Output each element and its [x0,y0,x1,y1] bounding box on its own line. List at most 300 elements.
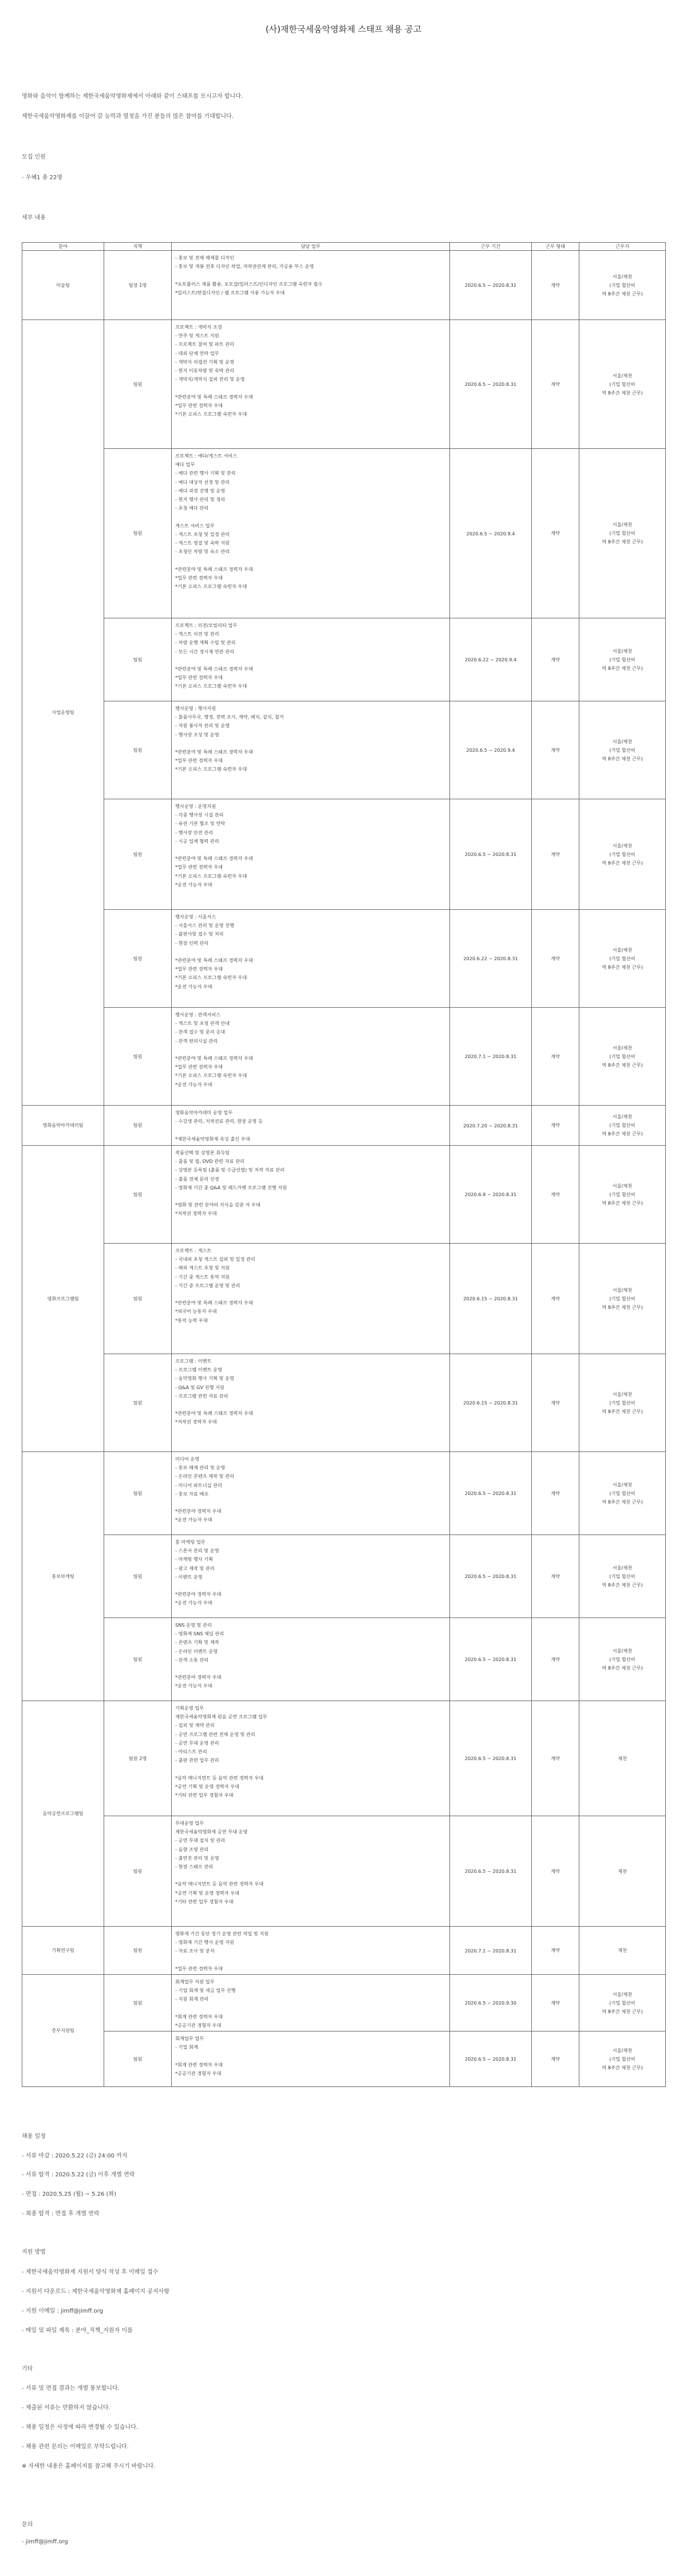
period-cell: 2020.6.5 ~ 2020.9.30 [450,1975,532,2031]
duty-line: - 개막식/개막식 섭외 관리 및 운영 [175,376,245,382]
duty-line: 행사운영 : 행사지원 [175,705,216,711]
location-line: 서울/제천 [612,1991,633,1997]
duty-line: - 각종 행사장 시설 관리 [175,812,224,818]
duty-line: 작품선택 및 상영본 취득팀 [175,1150,230,1155]
location-cell [579,701,666,799]
duty-line: - 홍보 및 전체 매체물 디자인 [175,255,234,261]
duty-line: *기타 관련 업무 경험자 우대 [175,1792,234,1798]
period-cell: 2020.6.5 ~ 2020.8.31 [450,1701,532,1816]
location-line: (기밀 합산비 [609,282,635,288]
type-cell: 계약 [532,1244,579,1354]
recruit-label: 모집 인원 [22,154,46,160]
duty-line: *관련분야 및 특례 스태프 경력자 우대 [175,566,253,572]
position-cell: 팀원 [104,1452,172,1535]
field-cell: 미술팀 [22,251,104,320]
location-line: 역 8주간 제천 근무) [602,539,643,545]
duty-line: - 개막식 리셉션 기획 및 운영 [175,358,234,365]
duty-line: *업무 관련 경력자 우대 [175,402,223,408]
location-line: 서울/제천 [612,648,633,654]
duty-line: *관련분야 경력자 우대 [175,1674,222,1680]
schedule-label: 채용 일정 [22,2133,46,2140]
duty-line: - 게스트 초청 및 일정 관리 [175,531,230,537]
position-cell: 팀원 [104,1618,172,1701]
duties-cell [172,701,450,799]
table-row [22,799,666,910]
position-cell: 팀원 [104,701,172,799]
duty-line: - 수강생 관리, 저작권료 관리, 현장 운영 등 [175,1118,263,1125]
duty-line: - 관객 접수 및 문의 응대 [175,1029,226,1035]
duty-line [175,656,446,665]
location-line: (기밀 합산비 [609,1295,635,1301]
duty-line: *영화 및 관련 분야의 지식을 갖춘 자 우대 [175,1202,260,1208]
location-line: 역 8주간 제천 근무) [602,1131,643,1137]
duty-line: - 예다 과정 진행 및 운영 [175,487,226,494]
duty-line: - 출품 전체 문의 선정 [175,1175,219,1182]
location-line: 서울/제천 [612,1114,633,1119]
type-cell: 계약 [532,1535,579,1618]
duty-line: *외국어 능통자 우대 [175,1308,217,1315]
position-cell: 팀원 [104,1008,172,1106]
location-line: 역 8주간 제천 근무) [602,2008,643,2014]
table-row [22,910,666,1008]
period-cell: 2020.6.22 ~ 2020.8.31 [450,910,532,1008]
duty-line [175,846,446,854]
duty-line: - 현장 인력 관리 [175,940,209,946]
table-row [22,1354,666,1452]
duty-line: - 프로그램 이벤트 운영 [175,1367,222,1373]
duty-line: - 유관 기관 협조 및 연락 [175,820,226,827]
duty-line: *일러스트/편집디자인 / 웹 프로그램 사용 가능자 우대 [175,289,285,295]
position-cell: 팀원 [104,1927,172,1975]
type-cell: 계약 [532,701,579,799]
duty-line: - 출품 및 필, DVD 관련 자료 관리 [175,1158,244,1165]
duty-line: 제한국세움악영화제 공연 무대 운영 [175,1829,248,1835]
duty-line: *운전 가능자 우대 [175,1517,212,1523]
duty-line [175,1581,446,1590]
location-line: 서울/제천 [612,2047,633,2053]
type-cell: 계약 [532,618,579,701]
duty-line [175,556,446,565]
location-cell [579,449,666,618]
contact-email[interactable]: - jimff@jimff.org [22,2539,68,2545]
duty-line: *회계 관련 경력자 우대 [175,2061,223,2068]
duty-line: - 예다 관련 행사 기획 및 관리 [175,470,236,476]
duty-line: - 관객 편의시설 관리 [175,1037,218,1044]
duty-line: *운전 가능자 우대 [175,1683,212,1689]
duty-line: - 음향 조명 관리 [175,1846,209,1852]
duty-line: - 영화제 SNS 채널 관리 [175,1631,224,1637]
duty-line [175,1401,446,1409]
position-cell: 팀장 1명 [104,251,172,320]
field-cell: 총무지원팀 [22,1975,104,2087]
location-line: (기밀 합산비 [609,530,635,536]
duty-line: - 아티스트 관리 [175,1749,207,1755]
duties-cell [172,1927,450,1975]
etc-line: - 서류 및 면접 결과는 개별 통보합니다. [22,2385,120,2392]
location-line: 제천 [618,1755,627,1761]
location-line: 역 8주간 제천 근무) [602,1664,643,1671]
duty-line: 무대운영 업무 [175,1820,204,1826]
location-cell [579,618,666,701]
duty-line: 회계업무 지원 업무 [175,1979,215,1985]
duty-line: - 영화제 기간 행사 운영 지원 [175,1939,234,1946]
location-cell [579,910,666,1008]
duty-line [175,271,446,279]
detail-label: 세부 내용 [22,215,46,221]
table-row [22,1106,666,1146]
duty-line [175,1765,446,1773]
col-header-field: 분야 [22,243,104,251]
field-cell: 영화음악아카데미팀 [22,1106,104,1146]
duties-cell [172,618,450,701]
duty-line: 회계업무 업무 [175,2035,204,2042]
location-cell [579,251,666,320]
type-cell: 계약 [532,910,579,1008]
type-cell: 계약 [532,799,579,910]
duty-line: - 콘텐츠 기획 및 제작 [175,1639,219,1646]
schedule-line: - 면접 : 2020.5.25 (월) ~ 5.26 (화) [22,2191,117,2198]
duty-line [175,1046,446,1054]
location-line: (기밀 합산비 [609,1399,635,1406]
duties-cell [172,1354,450,1452]
intro-line-2: 제한국세움악영화제를 이끌어 갈 능력과 열정을 가진 분들의 많은 참여를 기대합니다. [22,113,234,120]
location-line: (기밀 합산비 [609,1191,635,1197]
table-row [22,1975,666,2031]
duty-line: - 초청 예다 관리 [175,505,209,511]
duty-line [175,739,446,748]
duty-line: - 게스트 의전 및 관리 [175,631,219,637]
duty-line: - 프로젝트 참여 및 파트 관리 [175,341,234,348]
location-cell [579,1701,666,1816]
duty-line: *공연 기획 및 운영 경력자 우대 [175,1783,240,1789]
duty-line: *기본 오피스 프로그램 숙련자 우대 [175,975,247,981]
duty-line: - 공연 무대 운영 관리 [175,1739,219,1746]
duty-line: - 예다 대상자 선정 및 관리 [175,479,230,485]
period-cell: 2020.6.5 ~ 2020.8.31 [450,1452,532,1535]
type-cell: 계약 [532,1146,579,1244]
duty-line: - 지원 회계 관리 [175,1996,209,2002]
duty-line: - 스폰서 관리 및 운영 [175,1548,219,1554]
duty-line: - 광고 제작 및 관리 [175,1565,215,1571]
type-cell: 계약 [532,1452,579,1535]
duty-line: *기본 오피스 프로그램 숙련자 우대 [175,873,247,879]
duty-line: - 섭외 및 계약 관리 [175,1722,215,1729]
duty-line: - 상영본 등록팀 (출품 및 수급선별) 및 저작 자료 관리 [175,1167,285,1173]
location-cell [579,1354,666,1452]
table-row [22,449,666,618]
location-line: 역 8주간 제천 근무) [602,964,643,970]
duty-line [175,1126,446,1134]
duty-line: *기본 오피스 프로그램 숙련자 우대 [175,766,247,772]
duty-line: *기본 오피스 프로그램 숙련자 우대 [175,1072,247,1079]
etc-line: - 제출된 서류는 반환하지 않습니다. [22,2405,110,2411]
apply-label: 지원 방법 [22,2249,46,2255]
location-line: (기밀 합산비 [609,1573,635,1579]
duty-line: - 관객 소통 관리 [175,1656,209,1663]
location-line: 서울/제천 [612,522,633,527]
page-title: (사)재한국세움악영화제 스태프 채용 공고 [265,24,422,34]
position-cell: 팀원 2명 [104,1701,172,1816]
duties-cell [172,1975,450,2031]
position-cell: 팀원 [104,1106,172,1146]
position-cell: 팀원 [104,1535,172,1618]
schedule-line: - 서류 합격 : 2020.5.22 (금) 이후 개별 연락 [22,2172,135,2178]
duty-line: *기본 오피스 프로그램 숙련자 우대 [175,683,247,689]
type-cell: 계약 [532,1008,579,1106]
duty-line: - 자료 조사 및 분석 [175,1948,215,1954]
duties-cell [172,799,450,910]
location-line: 서울/제천 [612,1391,633,1397]
period-cell: 2020.7.20 ~ 2020.8.31 [450,1106,532,1146]
duty-line: *관련분야 및 특례 스태프 경력자 우대 [175,1300,253,1306]
apply-email[interactable]: - 지원 이메일 : jimff@jimff.org [22,2308,103,2314]
duty-line [175,2004,446,2013]
apply-line: - 제한국세움악영화제 지원서 양식 작성 후 이메일 접수 [22,2269,159,2275]
location-line: 역 8주간 제천 근무) [602,389,643,396]
duty-line: - 기업 회계 및 세금 업무 진행 [175,1987,236,1994]
duty-line: - 홍보 및 개봉 전후 디자인 작업, 저작권관계 관리, 가공용 부스 운영 [175,263,314,270]
duty-line: *저작권 경력자 우대 [175,1419,217,1425]
period-cell: 2020.6.22 ~ 2020.9.4 [450,618,532,701]
job-table [22,242,666,2087]
duty-line: - 기간 중 게스트 통역 지원 [175,1273,230,1280]
period-cell: 2020.6.5 ~ 2020.8.31 [450,799,532,910]
duty-line: - 공연 프로그램 관련 전체 운영 및 관리 [175,1731,255,1737]
position-cell: 팀원 [104,1146,172,1244]
etc-line: - 채용 일정은 사정에 따라 변경될 수 있습니다. [22,2424,138,2431]
duty-line: 프로젝트 : 의전/모빌리티 업무 [175,622,238,628]
type-cell: 계약 [532,1354,579,1452]
duty-line: 영화음악아카데미 운영 업무 [175,1110,233,1115]
duty-line: - 국내외 초청 게스트 섭외 및 일정 관리 [175,1256,255,1263]
location-line: (기밀 합산비 [609,1656,635,1662]
table-row [22,701,666,799]
type-cell: 계약 [532,320,579,449]
table-header-row [22,243,666,251]
field-cell: 홍보마케팅 [22,1452,104,1701]
location-line: 제천 [618,1868,627,1874]
duty-line: 기획운영 업무 [175,1705,204,1711]
location-line: 역 8주간 제천 근무) [602,290,643,297]
type-cell: 계약 [532,1927,579,1975]
type-cell: 계약 [532,251,579,320]
location-line: (기밀 합산비 [609,851,635,857]
field-cell: 영화프로그램팀 [22,1146,104,1452]
duty-line: - Q&A 및 GV 진행 지원 [175,1384,224,1390]
location-line: 서울/제천 [612,1287,633,1293]
duty-line: - 기업 회계 [175,2044,198,2050]
duty-line: *운전 가능자 우대 [175,983,212,989]
duty-line: - 온라인 이벤트 운영 [175,1648,218,1654]
duty-line: *통역 능력 우대 [175,1317,208,1323]
location-cell [579,799,666,910]
duty-line: 프로젝트 : 예다/게스트 서비스 [175,453,238,459]
location-line: (기밀 합산비 [609,955,635,961]
position-cell: 팀원 [104,910,172,1008]
location-line: 서울/제천 [612,1182,633,1189]
duty-line: *관련분야 및 특례 스태프 경력자 우대 [175,749,253,755]
duty-line: - 공연 무대 설치 및 관리 [175,1837,226,1844]
duty-line: *공연 기획 및 운영 경력자 우대 [175,1889,240,1896]
duty-line: 홍 마케팅 업무 [175,1539,206,1545]
duty-line: *기본 오피스 프로그램 숙련자 우대 [175,411,247,417]
location-line: 서울/제천 [612,1481,633,1488]
duty-line: *공공기관 경험자 우대 [175,2070,222,2077]
period-cell: 2020.6.15 ~ 2020.8.31 [450,1354,532,1452]
duty-line: *음악 매니지먼트 등 음악 관련 경력자 우대 [175,1881,264,1887]
duty-line: - 물품사무국, 행정, 전력 조사, 계약, 배치, 설치, 철거 [175,714,284,720]
position-cell: 팀원 [104,1975,172,2031]
location-line: 서울/제천 [612,1647,633,1654]
duty-line [175,1956,446,1964]
duty-line: - 대외 단체 연락 업무 [175,350,219,356]
location-cell [579,1535,666,1618]
period-cell: 2020.6.5 ~ 2020.8.31 [450,1618,532,1701]
col-header-location: 근무지 [579,243,666,251]
duty-line: - 홍보 자료 배포 [175,1490,209,1497]
duty-line: - 행사장 안전 관리 [175,829,214,835]
duty-line: *운전 가능자 우대 [175,1081,212,1087]
duty-line [175,512,446,521]
duty-line: *관련분야 경력자 우대 [175,1508,222,1514]
duty-line: 행사운영 : 운영지원 [175,803,216,809]
duty-line: SNS 운영 및 관리 [175,1622,212,1628]
location-cell [579,1008,666,1106]
duty-line: 프로그램 : 이벤트 [175,1358,212,1364]
duty-line: - 현지 이동차량 및 숙박 관리 [175,368,234,374]
location-line: 역 8주간 제천 근무) [602,2064,643,2070]
location-cell [579,1146,666,1244]
duty-line: *관련분야 및 특례 스태프 경력자 우대 [175,393,253,400]
duty-line: *저작권 경력자 우대 [175,1210,217,1217]
duty-line: *업무 관련 경력자 우대 [175,674,223,681]
duty-line: - 게스트 영접 및 숙박 지원 [175,540,230,546]
duty-line: - 이벤트 운영 [175,1573,203,1580]
duty-line: - 마케팅 행사 기획 [175,1556,214,1563]
period-cell: 2020.7.1 ~ 2020.8.31 [450,1008,532,1106]
duty-line: - 서울서스 관리 및 운영 진행 [175,922,234,929]
location-line: 역 8주간 제천 근무) [602,755,643,762]
duties-cell [172,1618,450,1701]
duty-line: *관련분야 및 특례 스태프 경력자 우대 [175,1410,253,1417]
table-row [22,1701,666,1816]
duty-line: *관련분야 및 특례 스태프 경력자 우대 [175,1055,253,1062]
location-cell [579,1927,666,1975]
duty-line: *공공기관 경험자 우대 [175,2022,222,2029]
table-row [22,2031,666,2087]
duty-line: - 음악영화 행사 기획 및 운영 [175,1375,234,1382]
location-line: 역 8주간 제천 근무) [602,665,643,671]
duty-line: - 출연진 관리 및 운영 [175,1855,219,1861]
duty-line: *관련분야 경력자 우대 [175,1591,222,1597]
intro-line-1: 영화와 음악이 함께하는 제한국세움악영화제에서 아래와 같이 스태프를 모시고자 합니다. [22,93,243,100]
duty-line: 행사운영 : 관객서비스 [175,1012,221,1017]
location-cell [579,1618,666,1701]
duty-line: - 차량 운행 계획 수립 및 관리 [175,640,236,646]
period-cell: 2020.6.5 ~ 2020.9.4 [450,449,532,618]
duties-cell [172,2031,450,2087]
contact-label: 문의 [22,2522,33,2528]
type-cell: 계약 [532,449,579,618]
duty-line: - 미디어 파트너십 관리 [175,1482,222,1488]
location-line: 제천 [618,1947,627,1953]
position-cell: 팀원 [104,2031,172,2087]
table-row [22,1535,666,1618]
duty-line: - 프로그램 관련 자료 관리 [175,1392,228,1399]
duties-cell [172,1701,450,1816]
position-cell: 팀원 [104,449,172,618]
type-cell: 계약 [532,1701,579,1816]
duty-line: 행사운영 : 서울서스 [175,914,216,920]
location-cell [579,2031,666,2087]
location-line: 역 8주간 제천 근무) [602,1408,643,1414]
table-row [22,1146,666,1244]
duty-line: - 홍보 매체 관리 및 운영 [175,1465,226,1471]
duties-cell [172,251,450,320]
type-cell: 계약 [532,1106,579,1146]
duty-line: - 자원 봉사자 관리 및 운영 [175,723,230,729]
location-cell [579,320,666,449]
location-cell [579,1106,666,1146]
period-cell: 2020.6.5 ~ 2020.8.31 [450,1816,532,1927]
duty-line [175,948,446,956]
table-row [22,1008,666,1106]
duty-line: *업무 관련 경력자 우대 [175,864,223,870]
duty-line [175,1290,446,1299]
position-cell: 팀원 [104,1816,172,1927]
duty-line: - 영화제 기간 중 Q&A 및 레드카펫 프로그램 진행 지원 [175,1184,287,1190]
table-row [22,320,666,449]
location-line: (기밀 합산비 [609,747,635,753]
location-cell [579,1452,666,1535]
table-row [22,1927,666,1975]
duty-line: *업무 관련 경력자 우대 [175,966,223,972]
duty-line: - 연주 및 게스트 지원 [175,333,219,339]
location-line: 역 8주간 제천 근무) [602,859,643,866]
etc-label: 기타 [22,2366,33,2372]
location-line: (기밀 합산비 [609,2056,635,2062]
duty-line: *기본 오피스 프로그램 숙련자 우대 [175,583,247,590]
duties-cell [172,1146,450,1244]
table-row [22,1618,666,1701]
duty-line: *포토플러스 제품 활용, 포토샵/일러스트/인디자인 프로그램 숙련자 필수 [175,281,323,287]
table-row [22,251,666,320]
location-cell [579,1975,666,2031]
schedule-line: - 최종 합격 : 면접 후 개별 연락 [22,2211,100,2217]
location-line: 서울/제천 [612,738,633,744]
position-cell: 팀원 [104,618,172,701]
duty-line: - 모든 시간 경시제 연관 관리 [175,648,234,654]
location-line: 서울/제천 [612,842,633,849]
duty-line: 예다 업무 [175,461,195,468]
field-cell: 기획연구팀 [22,1927,104,1975]
duties-cell [172,449,450,618]
duty-line: - 게스트 및 초청 관객 안내 [175,1020,230,1027]
duty-line: - 해외 게스트 초청 및 지원 [175,1265,230,1271]
duty-line [175,1664,446,1673]
table-row [22,1452,666,1535]
period-cell: 2020.6.5 ~ 2020.9.4 [450,701,532,799]
location-line: 서울/제천 [612,1044,633,1051]
duty-line: *관련분야 및 특례 스태프 경력자 우대 [175,957,253,964]
duty-line: *업무 관련 경력자 우대 [175,1965,223,1971]
position-cell: 팀원 [104,320,172,449]
duty-line: 게스트 서비스 업무 [175,522,215,528]
duty-line [175,2052,446,2061]
duty-line: *제한국세움악영화제 속성 출신 우대 [175,1135,250,1142]
duty-line: - 시공 업체 협력 관리 [175,838,219,844]
type-cell: 계약 [532,1975,579,2031]
